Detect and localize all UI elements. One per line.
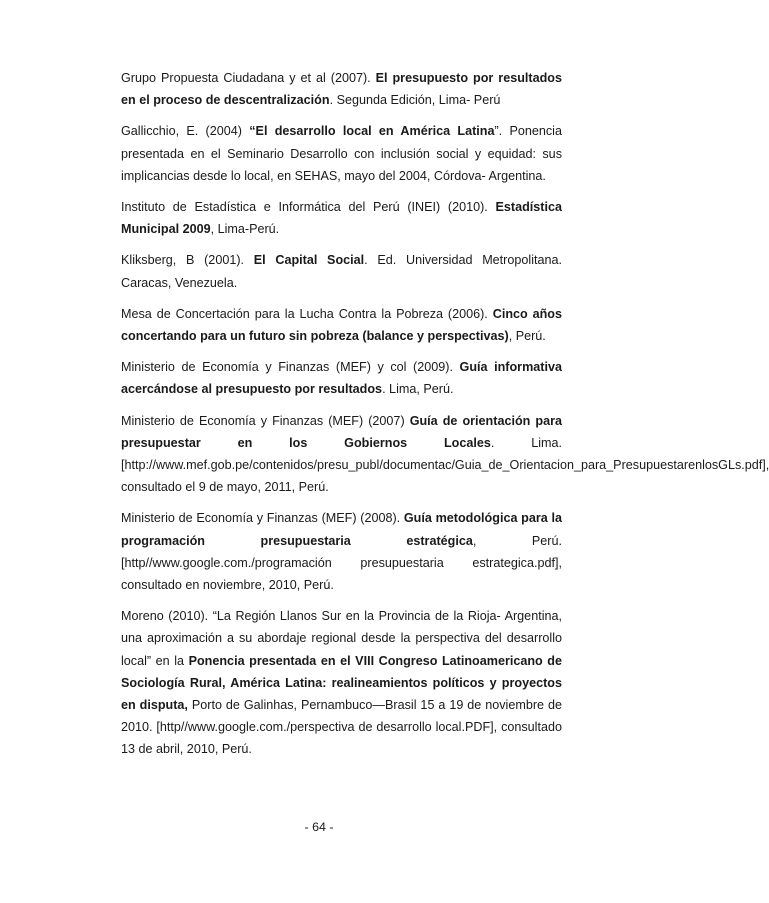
reference-text: , Perú. [http//www.google.com./programación presupuestaria estrategica.pdf], consultado en noviembre, 2010, Perú. [121,533,562,593]
reference-text: , Perú. [508,329,546,344]
reference-entry [121,507,562,596]
reference-text: . Lima, Perú. [382,382,454,397]
reference-entry [121,196,562,240]
reference-text: Instituto de Estadística e Informática del Perú (INEI) (2010). [121,200,496,215]
reference-text: Gallicchio, E. (2004) [121,124,250,139]
reference-title: El presupuesto por resultados en el proceso de descentralización [121,71,562,108]
reference-title: Guía informativa acercándose al presupuesto por resultados [121,360,562,397]
reference-entry [121,249,562,293]
reference-title: Guía de orientación para presupuestar en los Gobiernos Locales [121,413,562,450]
reference-entry [121,303,562,347]
reference-entry [121,120,562,187]
reference-title: Guía metodológica para la programación presupuestaria estratégica [121,511,562,548]
reference-text: Moreno (2010). “La Región Llanos Sur en la Provincia de la Rioja- Argentina, una aproximación a su abordaje regional desde la perspectiva del desarrollo local” en la [121,609,562,668]
reference-entry [121,605,562,760]
reference-text: Ministerio de Economía y Finanzas (MEF) (2007) [121,413,410,428]
reference-entry [121,410,769,499]
reference-text: Mesa de Concertación para la Lucha Contra la Pobreza (2006). [121,306,493,321]
reference-entry [121,356,562,400]
reference-text: Kliksberg, B (2001). [121,253,254,268]
reference-text: . Segunda Edición, Lima- Perú [329,93,501,108]
reference-text: Grupo Propuesta Ciudadana y et al (2007). [121,71,376,85]
reference-text: . Lima. [http://www.mef.gob.pe/contenidos/presu_publ/documentac/Guia_de_Orientacion_para_PresupuestarenlosGLs.pdf], consultado el 9 de mayo, 2011, Perú. [121,435,769,495]
reference-title: Estadística Municipal 2009 [121,200,562,237]
reference-text: Porto de Galinhas, Pernambuco—Brasil 15 a 19 de noviembre de 2010. [http//www.google.com./perspectiva de desarrollo local.PDF], consultado 13 de abril, 2010, Perú. [121,698,562,757]
reference-entry [121,67,562,111]
reference-text: . Ed. Universidad Metropolitana. Caracas, Venezuela. [121,253,562,290]
reference-text: Ministerio de Economía y Finanzas (MEF) (2008). [121,511,404,526]
page-number: - 64 - [304,820,334,834]
reference-title: Cinco años concertando para un futuro sin pobreza (balance y perspectivas) [121,306,562,344]
reference-text: ”. Ponencia presentada en el Seminario Desarrollo con inclusión social y equidad: sus implicancias desde lo local, en SEHAS, mayo del 2004, Córdova- Argentina. [121,124,562,183]
reference-list [121,67,769,770]
reference-text: Ministerio de Economía y Finanzas (MEF) y col (2009). [121,360,460,375]
reference-title: El Capital Social [253,253,365,268]
reference-title: “El desarrollo local en América Latina [249,124,495,139]
reference-title: Ponencia presentada en el VIII Congreso Latinoamericano de Sociología Rural, América Latina: realineamientos políticos y proyectos en disputa, [121,653,562,713]
reference-text: , Lima-Perú. [210,222,280,237]
